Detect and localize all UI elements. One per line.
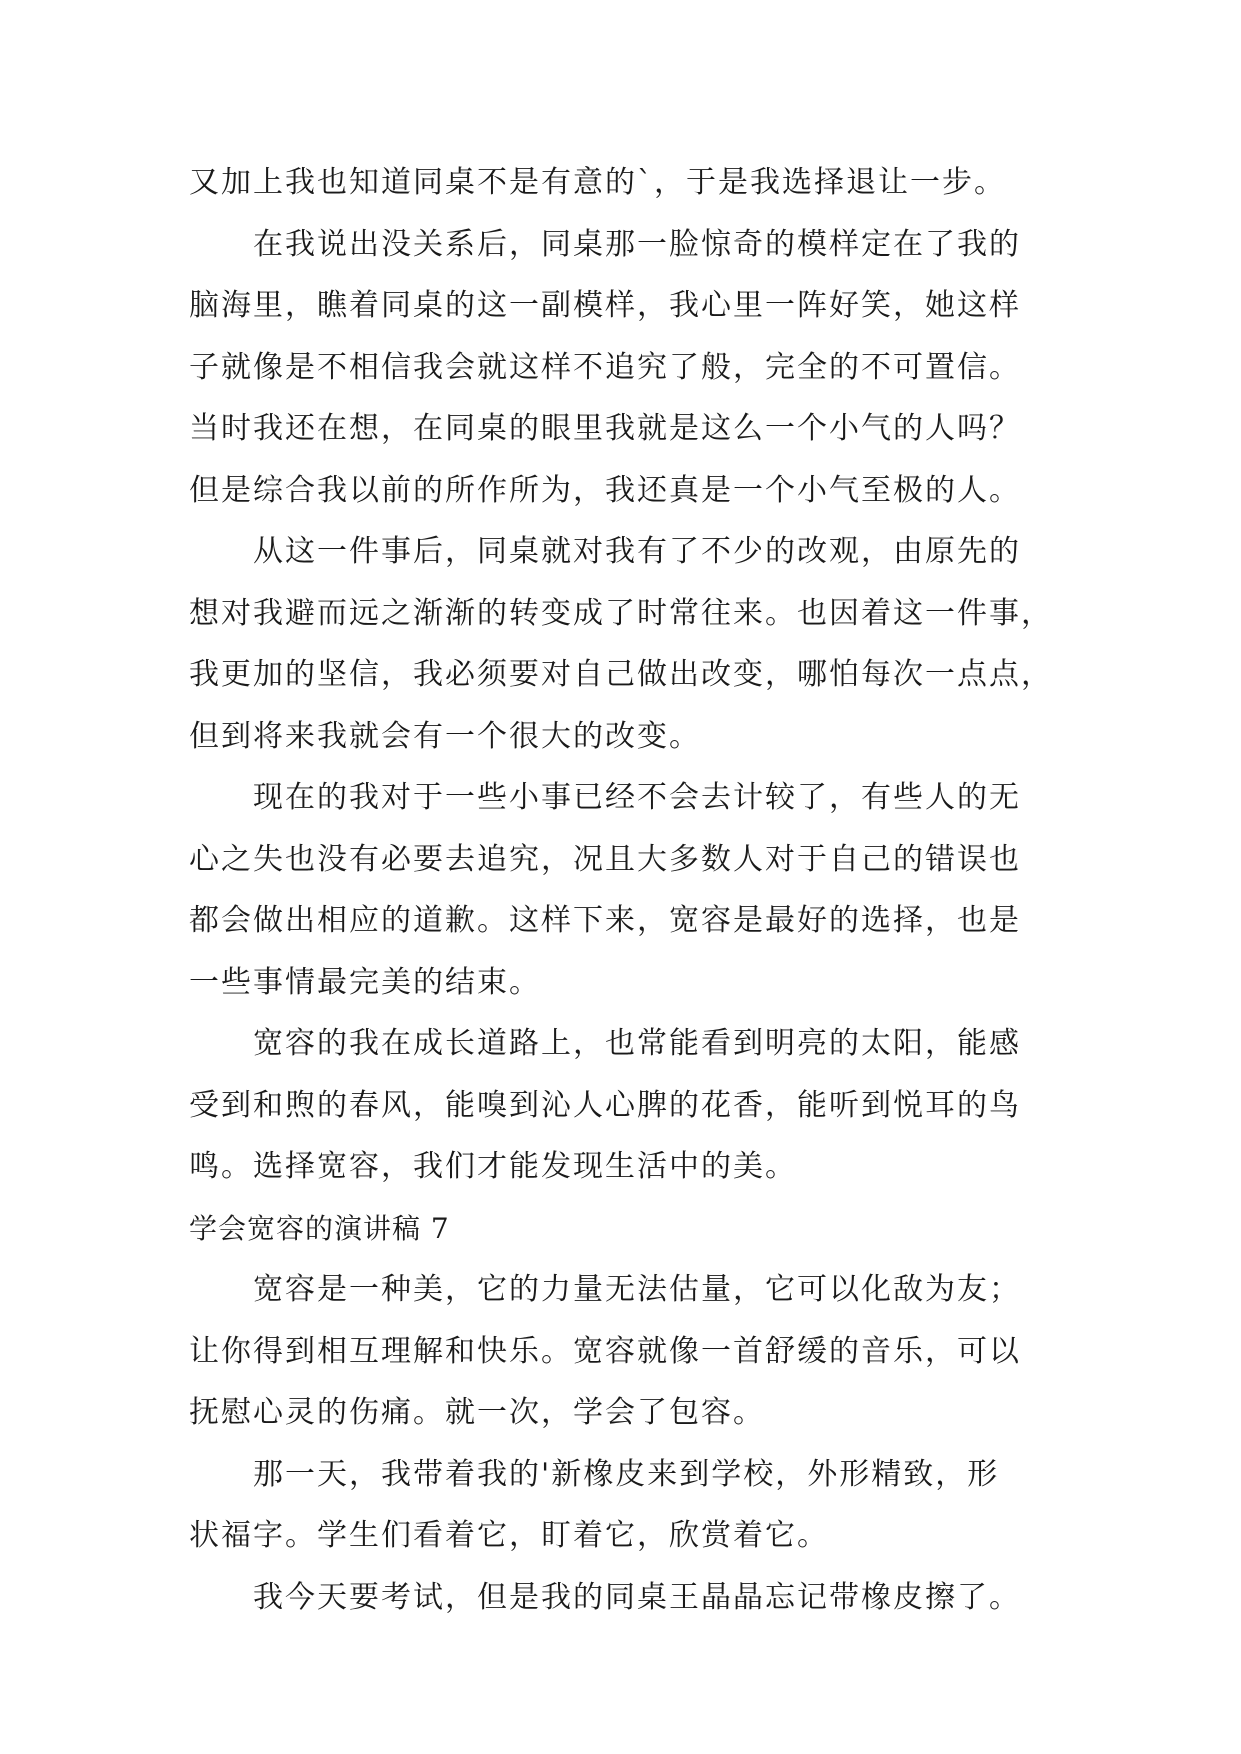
- text-line: 都会做出相应的道歉。这样下来，宽容是最好的选择，也是: [189, 903, 1021, 938]
- text-line: 我更加的坚信，我必须要对自己做出改变，哪怕每次一点点，: [189, 657, 1053, 692]
- text-line: 又加上我也知道同桌不是有意的`，于是我选择退让一步。: [189, 165, 1006, 200]
- paragraph-start-line: 我今天要考试，但是我的同桌王晶晶忘记带橡皮擦了。: [253, 1579, 1021, 1615]
- text-line: 抚慰心灵的伤痛。就一次，学会了包容。: [189, 1395, 765, 1430]
- text-line: 一些事情最完美的结束。: [189, 964, 541, 1000]
- text-line: 但到将来我就会有一个很大的改变。: [189, 718, 701, 754]
- text-line: 让你得到相互理解和快乐。宽容就像一首舒缓的音乐，可以: [189, 1333, 1021, 1369]
- paragraph-start-line: 宽容是一种美，它的力量无法估量，它可以化敌为友；: [253, 1272, 1021, 1307]
- text-line: 受到和煦的春风，能嗅到沁人心脾的花香，能听到悦耳的鸟: [189, 1087, 1021, 1123]
- text-line: 鸣。选择宽容，我们才能发现生活中的美。: [189, 1149, 797, 1184]
- paragraph-start-line: 宽容的我在成长道路上，也常能看到明亮的太阳，能感: [253, 1026, 1021, 1061]
- document-body: [189, 152, 1089, 1628]
- text-line: 想对我避而远之渐渐的转变成了时常往来。也因着这一件事，: [189, 595, 1053, 631]
- text-line: 子就像是不相信我会就这样不追究了般，完全的不可置信。: [189, 349, 1021, 385]
- text-line: 状福字。学生们看着它，盯着它，欣赏着它。: [189, 1518, 829, 1553]
- text-line: 脑海里，瞧着同桌的这一副模样，我心里一阵好笑，她这样: [189, 288, 1021, 323]
- paragraph-start-line: 从这一件事后，同桌就对我有了不少的改观，由原先的: [253, 534, 1021, 569]
- text-line: 当时我还在想，在同桌的眼里我就是这么一个小气的人吗？: [189, 411, 1021, 446]
- section-heading: 学会宽容的演讲稿 7: [189, 1211, 450, 1245]
- text-line: 但是综合我以前的所作所为，我还真是一个小气至极的人。: [189, 472, 1021, 508]
- paragraph-start-line: 现在的我对于一些小事已经不会去计较了，有些人的无: [253, 780, 1021, 815]
- text-line: 心之失也没有必要去追究，况且大多数人对于自己的错误也: [189, 841, 1021, 877]
- paragraph-start-line: 那一天，我带着我的'新橡皮来到学校，外形精致，形: [253, 1456, 1000, 1492]
- paragraph-start-line: 在我说出没关系后，同桌那一脸惊奇的模样定在了我的: [253, 226, 1021, 262]
